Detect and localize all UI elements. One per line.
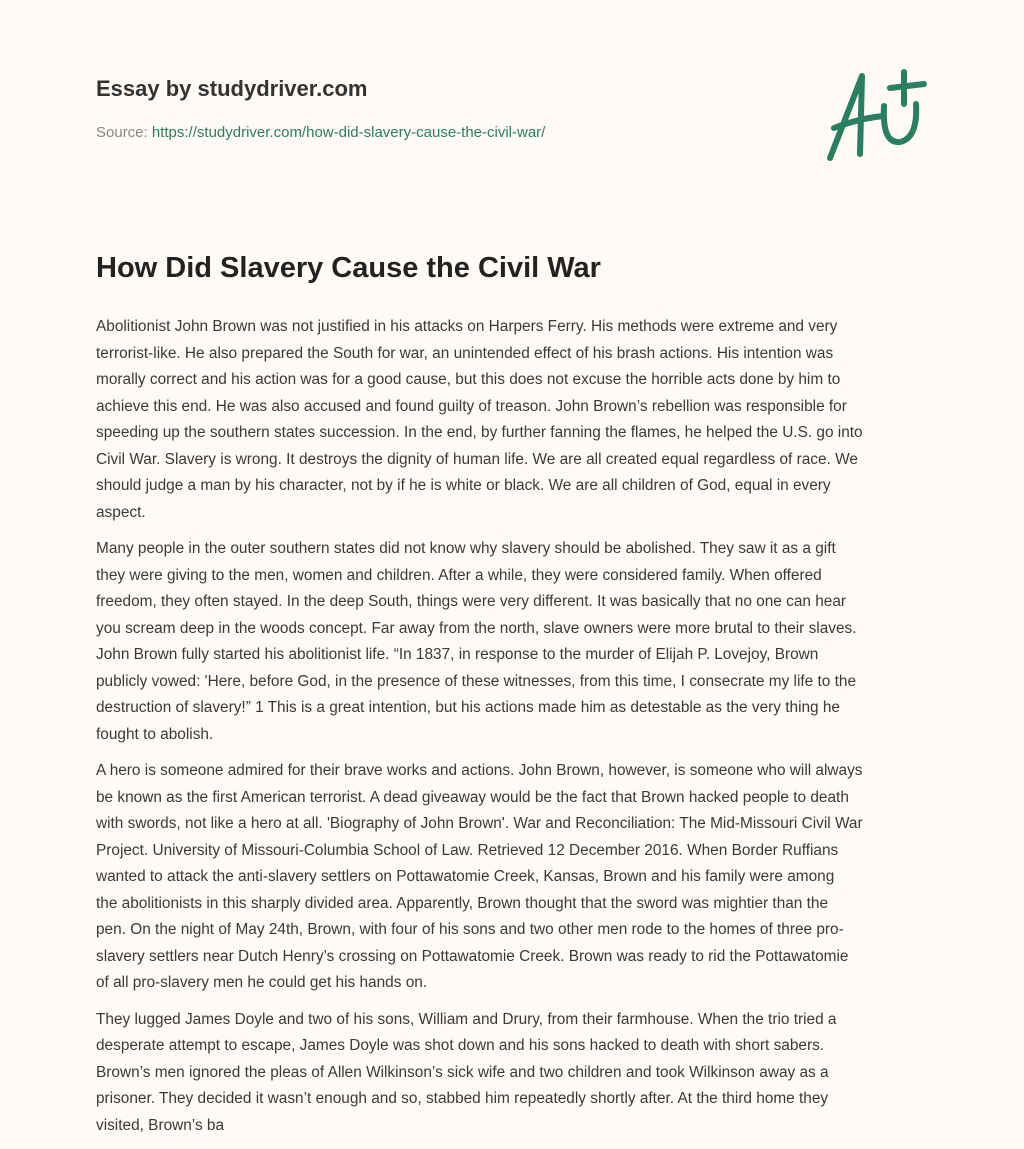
paragraph-line: aspect. — [96, 503, 146, 521]
paragraph-line: morally correct and his action was for a good cause, but this does not excuse the horrible acts done by him to — [96, 371, 841, 388]
paragraph-line: Brown’s men ignored the pleas of Allen Wilkinson’s sick wife and two children and took Wilkinson away as a — [96, 1063, 829, 1081]
paragraph-line: they were giving to the men, women and children. After a while, they were considered family. When offered — [96, 566, 822, 584]
paragraph-line: fought to abolish. — [96, 725, 214, 743]
paragraph-line: the abolitionists in this sharply divided area. Apparently, Brown thought that the sword was mightier than the — [96, 894, 829, 912]
paragraph-line: freedom, they often stayed. In the deep South, things were very different. It was basically that no one can hear — [96, 593, 847, 610]
paragraph-line: John Brown fully started his abolitionist life. “In 1837, in response to the murder of Elijah P. Lovejoy, Brown — [96, 646, 819, 663]
paragraph-line: you scream deep in the woods concept. Far away from the north, slave owners were more brutal to their slaves. — [96, 619, 857, 637]
a-plus-logo-icon — [820, 66, 930, 166]
paragraph-line: should judge a man by his character, not by if he is white or black. We are all children of God, equal in every — [96, 477, 831, 494]
site-brand: Essay by studydriver.com — [96, 76, 368, 101]
essay-paragraph — [96, 1007, 936, 1140]
paragraph-line: wanted to attack the anti-slavery settlers on Pottawatomie Creek, Kansas, Brown and his family were among — [96, 868, 835, 885]
essay-paragraph — [96, 314, 936, 526]
paragraph-line: speeding up the southern states succession. In the end, by further fanning the flames, he helped the U.S. go into — [96, 424, 863, 441]
paragraph-line: terrorist-like. He also prepared the South for war, an unintended effect of his brash actions. His intention was — [96, 344, 834, 362]
paragraph-line: They lugged James Doyle and two of his sons, William and Drury, from their farmhouse. When the trio tried a — [96, 1010, 837, 1028]
paragraph-line: Project. University of Missouri-Columbia School of Law. Retrieved 12 December 2016. When Border Ruffians — [96, 841, 839, 859]
paragraph-line: achieve this end. He was also accused and found guilty of treason. John Brown’s rebellion was responsible for — [96, 397, 847, 415]
source-line — [96, 124, 545, 141]
paragraph-line: A hero is someone admired for their brave works and actions. John Brown, however, is someone who will always — [96, 762, 863, 779]
paragraph-line: visited, Brown’s ba — [96, 1116, 225, 1134]
source-label: Source: — [96, 124, 148, 141]
paragraph-line: slavery settlers near Dutch Henry’s crossing on Pottawatomie Creek. Brown was ready to rid the Pottawatomie — [96, 947, 849, 965]
paragraph-line: publicly vowed: 'Here, before God, in the presence of these witnesses, from this time, I consecrate my life to the — [96, 672, 857, 690]
paragraph-line: pen. On the night of May 24th, Brown, with four of his sons and two other men rode to the homes of three pro- — [96, 921, 844, 938]
paragraph-line: prisoner. They decided it wasn’t enough and so, stabbed him repeatedly shortly after. At the third home they — [96, 1090, 829, 1107]
paragraph-line: Abolitionist John Brown was not justified in his attacks on Harpers Ferry. His methods were extreme and very — [96, 318, 838, 335]
essay-paragraph — [96, 536, 936, 748]
essay-body — [96, 314, 936, 1149]
paragraph-line: desperate attempt to escape, James Doyle was shot down and his sons hacked to death with short sabers. — [96, 1037, 825, 1054]
essay-paragraph — [96, 758, 936, 997]
source-link[interactable]: https://studydriver.com/how-did-slavery-cause-the-civil-war/ — [151, 124, 546, 141]
paragraph-line: be known as the first American terrorist. A dead giveaway would be the fact that Brown hacked people to death — [96, 788, 849, 806]
paragraph-line: Many people in the outer southern states did not know why slavery should be abolished. They saw it as a gift — [96, 540, 836, 557]
paragraph-line: of all pro-slavery men he could get his hands on. — [96, 974, 428, 991]
paragraph-line: with swords, not like a hero at all. 'Biography of John Brown'. War and Reconciliation: The Mid-Missouri Civil War — [96, 815, 863, 832]
essay-title: How Did Slavery Cause the Civil War — [96, 252, 601, 284]
paragraph-line: Civil War. Slavery is wrong. It destroys the dignity of human life. We are all created equal regardless of race. We — [96, 450, 858, 468]
paragraph-line: destruction of slavery!” 1 This is a great intention, but his actions made him as detestable as the very thing he — [96, 699, 840, 716]
